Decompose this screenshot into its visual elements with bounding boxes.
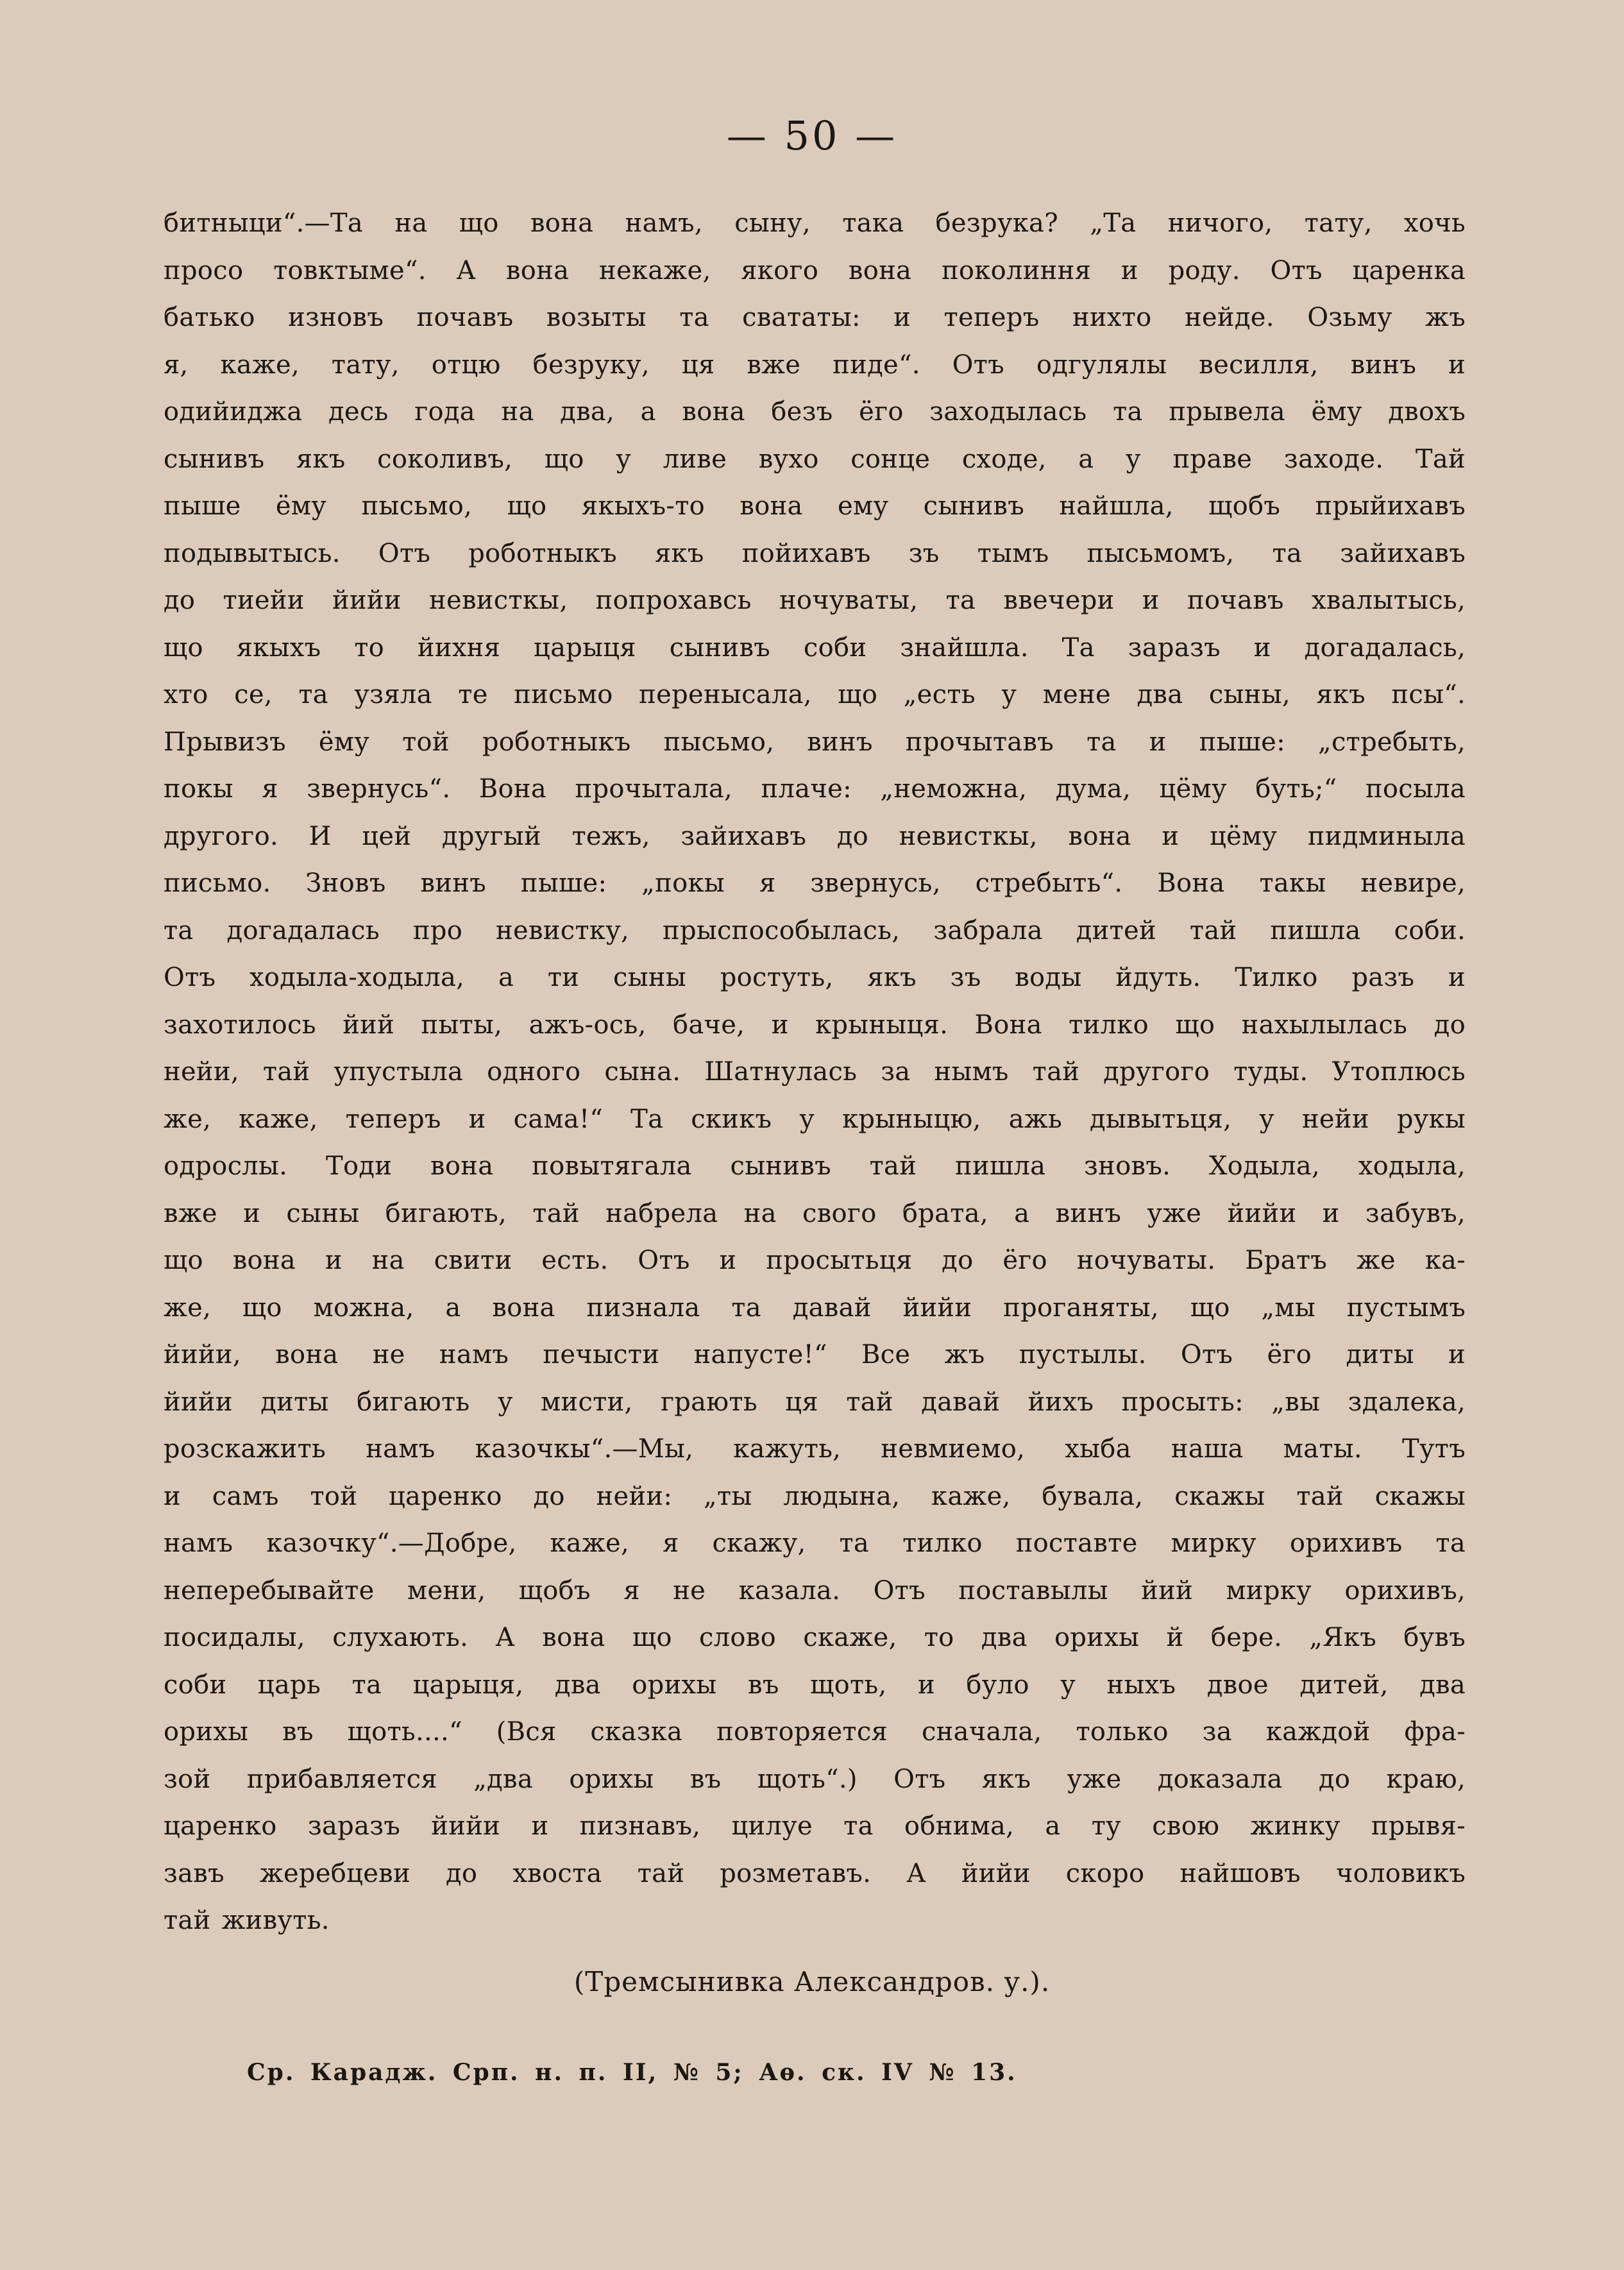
text-line: батько изновъ почавъ возыты та свататы: и теперъ нихто нейде. Озьму жъ: [164, 303, 1466, 332]
text-line: до тиейи йийи невисткы, попрохавсь ночуваты, та ввечери и почавъ хвалытысь,: [164, 586, 1466, 615]
text-line: Прывизъ ёму той роботныкъ пысьмо, винъ прочытавъ та и пыше: „стребыть,: [164, 727, 1466, 757]
text-line: же, що можна, а вона пизнала та давай йийи проганяты, що „мы пустымъ: [164, 1292, 1466, 1323]
text-line: соби царь та царыця, два орихы въ щоть, и було у ныхъ двое дитей, два: [164, 1670, 1466, 1700]
text-line: йийи, вона не намъ печысти напусте!“ Все жъ пустылы. Отъ ёго диты и: [164, 1340, 1466, 1369]
text-line: розскажить намъ казочкы“.—Мы, кажуть, невмиемо, хыба наша маты. Тутъ: [164, 1434, 1466, 1464]
text-line: Отъ ходыла-ходыла, а ти сыны ростуть, якъ зъ воды йдуть. Тилко разъ и: [164, 963, 1466, 992]
text-line: одийиджа десь года на два, а вона безъ ёго заходылась та прывела ёму двохъ: [164, 397, 1466, 427]
text-line: я, каже, тату, отцю безруку, ця вже пиде“. Отъ одгулялы весилля, винъ и: [164, 350, 1466, 380]
page-number: — 50 —: [726, 112, 898, 159]
text-line: просо товктыме“. А вона некаже, якого вона поколиння и роду. Отъ царенка: [164, 255, 1466, 285]
text-line: письмо. Зновъ винъ пыше: „покы я звернусь, стребыть“. Вона такы невире,: [164, 868, 1466, 898]
text-line: орихы въ щоть....“ (Вся сказка повторяется сначала, только за каждой фра-: [164, 1717, 1466, 1747]
text-line: другого. И цей другый тежъ, зайихавъ до невисткы, вона и цёму пидминыла: [164, 821, 1466, 851]
text-line: хто се, та узяла те письмо переныcала, що „есть у мене два сыны, якъ псы“.: [164, 680, 1466, 709]
text-line: сынивъ якъ соколивъ, що у ливе вухо сонце сходе, а у праве заходе. Тай: [164, 444, 1466, 474]
text-line: битныци“.—Та на що вона намъ, сыну, така безрука? „Та ничого, тату, хочь: [164, 208, 1466, 238]
text-line: неперебывайте мени, щобъ я не казала. Отъ поставылы йий мирку орихивъ,: [164, 1575, 1466, 1605]
story-text: [164, 200, 1466, 1945]
text-line: царенко заразъ йийи и пизнавъ, цилуе та обнима, а ту свою жинку прывя-: [164, 1811, 1466, 1841]
text-line: що вона и на свити есть. Отъ и просытьця до ёго ночуваты. Братъ же ка-: [164, 1246, 1466, 1275]
text-line: захотилось йий пыты, ажъ-ось, баче, и крыныця. Вона тилко що нахылылась до: [164, 1010, 1466, 1040]
text-line: подывытысь. Отъ роботныкъ якъ пойихавъ зъ тымъ пысьмомъ, та зайихавъ: [164, 538, 1466, 568]
text-line: зой прибавляется „два орихы въ щоть“.) Отъ якъ уже доказала до краю,: [164, 1764, 1466, 1794]
text-line: та догадалась про невистку, прыспособылась, забрала дитей тай пишла соби.: [164, 915, 1466, 945]
text-line: тай живуть.: [164, 1906, 330, 1935]
text-line: намъ казочку“.—Добре, каже, я скажу, та тилко поставте мирку орихивъ та: [164, 1529, 1466, 1558]
text-line: що якыхъ то йихня царыця сынивъ соби знайшла. Та заразъ и догадалась,: [164, 632, 1466, 663]
text-line: и самъ той царенко до нейи: „ты людына, каже, бувала, скажы тай скажы: [164, 1481, 1466, 1511]
text-line: посидалы, слухають. А вона що слово скаже, то два орихы й бере. „Якъ бувъ: [164, 1623, 1466, 1652]
text-line: покы я звернусь“. Вона прочытала, плаче: „неможна, дума, цёму буть;“ посыла: [164, 774, 1466, 804]
text-line: вже и сыны бигають, тай набрела на свого брата, а винъ уже йийи и забувъ,: [164, 1198, 1466, 1228]
text-line: йийи диты бигають у мисти, грають ця тай давай йихъ просыть: „вы здалека,: [164, 1387, 1466, 1417]
text-line: завъ жеребцеви до хвоста тай розметавъ. А йийи скоро найшовъ чоловикъ: [164, 1858, 1466, 1888]
text-line: же, каже, теперъ и сама!“ Та скикъ у крыныцю, ажь дывытьця, у нейи рукы: [164, 1104, 1466, 1134]
reference-footnote: Ср. Карадж. Срп. н. п. II, № 5; Аѳ. ск. IV № 13.: [247, 2059, 1017, 2086]
source-attribution: (Тремсынивка Александров. у.).: [573, 1966, 1051, 1997]
text-line: одрослы. Тоди вона повытягала сынивъ тай пишла зновъ. Ходыла, ходыла,: [164, 1151, 1466, 1181]
text-line: пыше ёму пысьмо, що якыхъ-то вона ему сынивъ найшла, щобъ прыйихавъ: [164, 491, 1466, 521]
text-line: нейи, тай упустыла одного сына. Шатнулась за нымъ тай другого туды. Утоплюсь: [164, 1057, 1466, 1087]
